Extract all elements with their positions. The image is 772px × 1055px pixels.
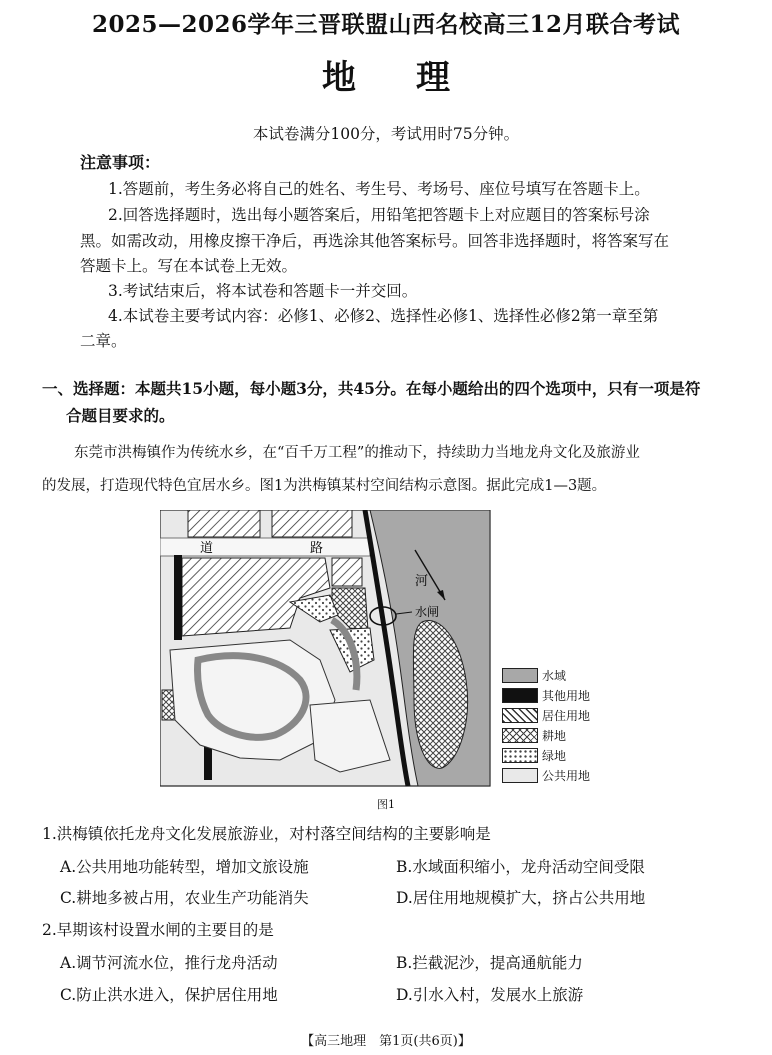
question-2-stem: 2.早期该村设置水闸的主要目的是 bbox=[42, 921, 274, 939]
notice-line: 二章。 bbox=[80, 332, 127, 350]
notice-line: 3.考试结束后，将本试卷和答题卡一并交回。 bbox=[108, 282, 418, 300]
notice-line: 4.本试卷主要考试内容：必修1、必修2、选择性必修1、选择性必修2第一章至第 bbox=[108, 307, 659, 325]
question-1-option-c[interactable]: C.耕地多被占用，农业生产功能消失 bbox=[60, 889, 309, 907]
legend-label: 公共用地 bbox=[542, 769, 591, 783]
intro-text: 本试卷满分100分，考试用时75分钟。 bbox=[252, 125, 520, 143]
legend-swatch-green bbox=[502, 748, 538, 763]
map-label-road-1: 道 bbox=[200, 541, 214, 556]
legend-label: 水域 bbox=[542, 669, 567, 683]
question-2-option-b[interactable]: B.拦截泥沙，提高通航能力 bbox=[396, 954, 583, 972]
passage-line: 的发展，打造现代特色宜居水乡。图1为洪梅镇某村空间结构示意图。据此完成1—3题。 bbox=[42, 478, 607, 494]
legend-swatch-public bbox=[502, 768, 538, 783]
map-label-river: 河 bbox=[415, 574, 429, 589]
page-footer: 【高三地理 第1页(共6页)】 bbox=[301, 1034, 471, 1049]
notice-line: 2.回答选择题时，选出每小题答案后，用铅笔把答题卡上对应题目的答案标号涂 bbox=[108, 206, 650, 224]
legend-label: 耕地 bbox=[542, 729, 567, 743]
notice-line: 答题卡上。写在本试卷上无效。 bbox=[80, 257, 298, 275]
legend-label: 其他用地 bbox=[542, 689, 591, 703]
legend-swatch-farmland bbox=[502, 728, 538, 743]
legend-swatch-other bbox=[502, 688, 538, 703]
section-heading: 一、选择题：本题共15小题，每小题3分，共45分。在每小题给出的四个选项中，只有一项是符 bbox=[42, 379, 701, 398]
legend-label: 绿地 bbox=[542, 749, 567, 763]
section-heading-cont: 合题目要求的。 bbox=[66, 406, 175, 425]
map-label-road-2: 路 bbox=[310, 541, 324, 556]
notice-heading: 注意事项： bbox=[80, 153, 161, 172]
map-label-sluice: 水闸 bbox=[415, 605, 440, 619]
legend-swatch-residential bbox=[502, 708, 538, 723]
subject-title: 地理 bbox=[322, 58, 510, 98]
legend-label: 居住用地 bbox=[542, 709, 591, 723]
legend-swatch-water bbox=[502, 668, 538, 683]
figure-caption: 图1 bbox=[377, 798, 395, 811]
question-2-option-a[interactable]: A.调节河流水位，推行龙舟活动 bbox=[60, 954, 278, 972]
question-1-option-b[interactable]: B.水域面积缩小，龙舟活动空间受限 bbox=[396, 858, 645, 876]
exam-title: 2025—2026学年三晋联盟山西名校高三12月联合考试 bbox=[91, 11, 681, 38]
question-1-stem: 1.洪梅镇依托龙舟文化发展旅游业，对村落空间结构的主要影响是 bbox=[42, 825, 491, 843]
village-spatial-structure-map bbox=[160, 510, 610, 788]
passage-line: 东莞市洪梅镇作为传统水乡，在“百千万工程”的推动下，持续助力当地龙舟文化及旅游业 bbox=[74, 445, 640, 461]
question-2-option-c[interactable]: C.防止洪水进入，保护居住用地 bbox=[60, 986, 278, 1004]
notice-line: 黑。如需改动，用橡皮擦干净后，再选涂其他答案标号。回答非选择题时，将答案写在 bbox=[80, 232, 670, 250]
question-2-option-d[interactable]: D.引水入村，发展水上旅游 bbox=[396, 986, 584, 1004]
notice-line: 1.答题前，考生务必将自己的姓名、考生号、考场号、座位号填写在答题卡上。 bbox=[108, 180, 650, 198]
question-1-option-d[interactable]: D.居住用地规模扩大，挤占公共用地 bbox=[396, 889, 646, 907]
question-1-option-a[interactable]: A.公共用地功能转型，增加文旅设施 bbox=[60, 858, 309, 876]
